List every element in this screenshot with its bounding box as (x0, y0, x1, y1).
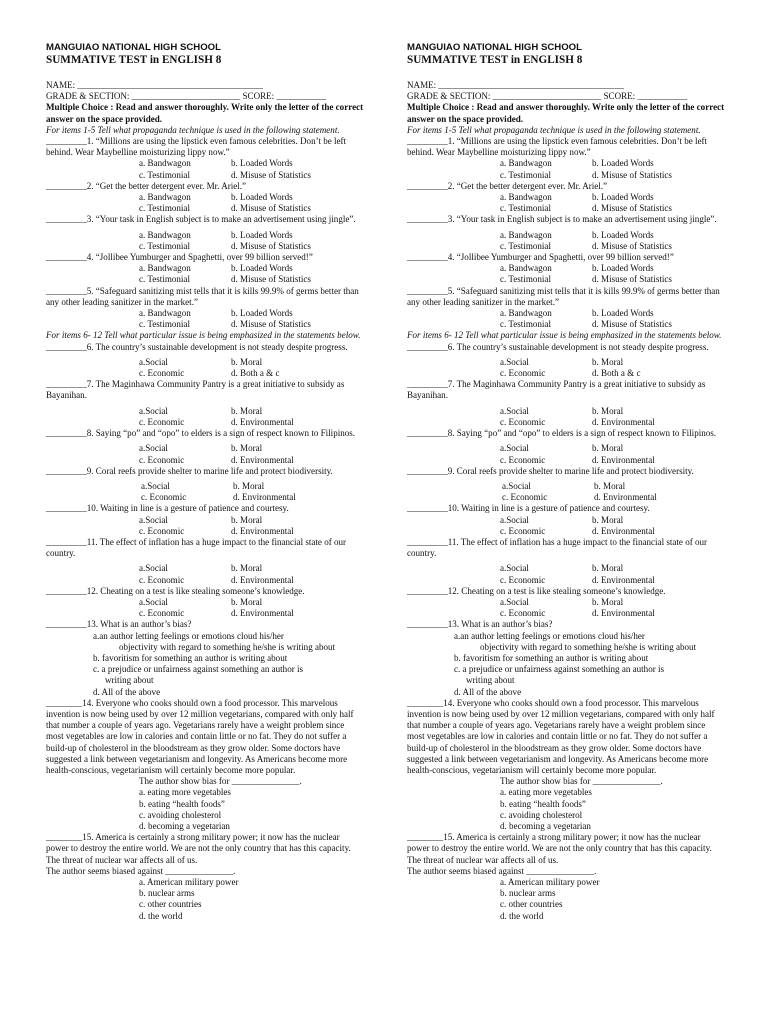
option-a: a. Bandwagon (500, 158, 552, 169)
option-d: d. Environmental (592, 525, 655, 536)
question-2: _________2. “Get the better detergent ever. Mr. Ariel.” (46, 180, 247, 191)
question-5: _________5. “Safeguard sanitizing mist tells that it is kills 99.9% of germs better than any other leading sanitizer in the market.” (407, 285, 720, 307)
option-d: d. Environmental (592, 608, 655, 619)
option-b: b. Moral (231, 563, 263, 574)
option-d: d. Environmental (592, 454, 655, 465)
option-c: c. Economic (500, 416, 546, 427)
q14-option-a: a. eating more vegetables (139, 787, 231, 798)
options (407, 263, 725, 285)
option-c: c. Economic (500, 608, 546, 619)
option-a: a. Bandwagon (500, 263, 552, 274)
question-7: _________7. The Maginhawa Community Pantry is a great initiative to subsidy as Bayanihan. (407, 379, 706, 401)
question-5: _________5. “Safeguard sanitizing mist tells that it is kills 99.9% of germs better than any other leading sanitizer in the market.” (46, 285, 359, 307)
option-b: b. Loaded Words (592, 308, 654, 319)
q13-option-a: a.an author letting feelings or emotions cloud his/her (93, 630, 284, 641)
test-title: SUMMATIVE TEST in ENGLISH 8 (46, 54, 222, 66)
option-d: d. Misuse of Statistics (592, 240, 672, 251)
question-13: _________13. What is an author’s bias? (46, 619, 192, 630)
q15-stem: The author seems biased against _______________. (407, 865, 597, 876)
option-b: b. Loaded Words (592, 158, 654, 169)
option-b: b. Moral (231, 443, 263, 454)
options (46, 406, 364, 428)
option-b: b. Moral (231, 514, 263, 525)
question-2: _________2. “Get the better detergent ever. Mr. Ariel.” (407, 180, 608, 191)
option-a: a.Social (502, 480, 531, 491)
options (46, 308, 364, 330)
options (407, 192, 725, 214)
name-line: NAME: _________________________________________ (46, 80, 263, 90)
options (407, 158, 725, 180)
option-a: a.Social (500, 443, 529, 454)
question-6: _________6. The country’s sustainable development is not steady despite progress. (407, 341, 709, 352)
name-line: NAME: _________________________________________ (407, 80, 624, 90)
options (46, 563, 364, 585)
question-11: _________11. The effect of inflation has a huge impact to the financial state of our country. (46, 536, 347, 559)
options (407, 308, 725, 330)
instruction: Multiple Choice : Read and answer thoroughly. Write only the letter of the correct answer on the space provided. (46, 102, 364, 124)
option-a: a. Bandwagon (139, 158, 191, 169)
q14-option-a: a. eating more vegetables (500, 787, 592, 798)
option-b: b. Loaded Words (231, 263, 293, 274)
test-column-right (407, 40, 725, 922)
option-a: a. Bandwagon (500, 308, 552, 319)
option-c: c. Economic (139, 416, 185, 427)
q15-option-a: a. American military power (500, 877, 600, 888)
option-d: d. Environmental (233, 492, 296, 503)
option-a: a.Social (139, 443, 168, 454)
option-b: b. Loaded Words (592, 229, 654, 240)
option-d: d. Misuse of Statistics (231, 240, 311, 251)
option-c: c. Economic (141, 492, 187, 503)
option-b: b. Loaded Words (231, 308, 293, 319)
option-c: c. Testimonial (139, 169, 190, 180)
q15-stem: The author seems biased against _______________. (46, 865, 236, 876)
q14-option-b: b. eating “health foods” (139, 798, 225, 809)
option-b: b. Loaded Words (231, 229, 293, 240)
option-c: c. Testimonial (139, 319, 190, 330)
option-a: a.Social (500, 514, 529, 525)
q13-option-c: c. a prejudice or unfairness against something an author is (93, 664, 304, 675)
option-b: b. Loaded Words (592, 263, 654, 274)
section-2-heading: For items 6- 12 Tell what particular issue is being emphasized in the statements below. (407, 330, 722, 341)
q15-option-c: c. other countries (139, 899, 202, 910)
question-12: _________12. Cheating on a test is like stealing someone’s knowledge. (46, 585, 305, 596)
q13-option-a: a.an author letting feelings or emotions cloud his/her (454, 630, 645, 641)
q13-option-a-cont: objectivity with regard to something he/she is writing about (480, 641, 697, 652)
option-c: c. Testimonial (500, 240, 551, 251)
question-4: _________4. “Jollibee Yumburger and Spaghetti, over 99 billion served!” (407, 252, 674, 263)
q14-option-c: c. avoiding cholesterol (139, 809, 222, 820)
q15-option-b: b. nuclear arms (139, 888, 195, 899)
option-b: b. Moral (231, 596, 263, 607)
option-b: b. Loaded Words (231, 192, 293, 203)
question-11: _________11. The effect of inflation has a huge impact to the financial state of our country. (407, 536, 708, 559)
school-name: MANGUIAO NATIONAL HIGH SCHOOL (46, 42, 221, 53)
q13-option-b: b. favoritism for something an author is writing about (454, 652, 649, 663)
question-12: _________12. Cheating on a test is like stealing someone’s knowledge. (407, 585, 666, 596)
option-d: d. Misuse of Statistics (231, 169, 311, 180)
option-d: d. Both a & c (231, 368, 280, 379)
question-14: ________14. Everyone who cooks should own a food processor. This marvelous invention is now being used by over 12 million vegetarians, compared with only half that number a couple of years ago. Vegetarians rarely have a weight problem since most vegetables are low in calories and contain little or no fat. They do not suffer a build-up of cholesterol in the bloodstream as they grow older. Some doctors have suggested a link between vegetarianism and longevity. As Americans become more health-conscious, vegetarianism will certainly become more popular. (407, 697, 715, 775)
q15-option-d: d. the world (500, 910, 544, 921)
question-3: _________3. “Your task in English subject is to make an advertisement using jingle”. (46, 214, 356, 225)
q13-option-c: c. a prejudice or unfairness against something an author is (454, 664, 665, 675)
option-c: c. Testimonial (500, 203, 551, 214)
options (46, 158, 364, 180)
option-c: c. Economic (500, 525, 546, 536)
question-15: ________15. America is certainly a strong military power; it now has the nuclear power to destroy the entire world. We are not the only country that has this capacity. The threat of nuclear war affects all of us. (407, 832, 712, 865)
option-d: d. Misuse of Statistics (231, 274, 311, 285)
options (407, 481, 725, 503)
instruction: Multiple Choice : Read and answer thoroughly. Write only the letter of the correct answer on the space provided. (407, 102, 725, 124)
test-title: SUMMATIVE TEST in ENGLISH 8 (407, 54, 583, 66)
q13-option-b: b. favoritism for something an author is writing about (93, 652, 288, 663)
option-a: a. Bandwagon (139, 263, 191, 274)
options (407, 597, 725, 619)
option-c: c. Economic (139, 608, 185, 619)
test-column-left (46, 40, 364, 922)
question-3: _________3. “Your task in English subject is to make an advertisement using jingle”. (407, 214, 717, 225)
option-d: d. Both a & c (592, 368, 641, 379)
option-c: c. Testimonial (139, 240, 190, 251)
option-c: c. Testimonial (500, 319, 551, 330)
q15-option-c: c. other countries (500, 899, 563, 910)
options (407, 443, 725, 465)
q14-option-b: b. eating “health foods” (500, 798, 586, 809)
option-b: b. Moral (231, 356, 263, 367)
option-a: a.Social (139, 563, 168, 574)
q13-option-c-cont: writing about (105, 675, 154, 686)
options (407, 406, 725, 428)
option-b: b. Moral (592, 356, 624, 367)
options (46, 192, 364, 214)
option-b: b. Moral (592, 405, 624, 416)
grade-score-line: GRADE & SECTION: ________________________ SCORE: ___________ (407, 91, 688, 102)
options (46, 357, 364, 379)
options (407, 515, 725, 537)
option-c: c. Economic (500, 368, 546, 379)
q14-option-d: d. becoming a vegetarian (139, 821, 230, 831)
question-4: _________4. “Jollibee Yumburger and Spaghetti, over 99 billion served!” (46, 252, 313, 263)
option-b: b. Moral (592, 596, 624, 607)
options (46, 481, 364, 503)
option-a: a.Social (500, 563, 529, 574)
question-10: _________10. Waiting in line is a gesture of patience and courtesy. (46, 503, 289, 514)
option-b: b. Moral (233, 480, 265, 491)
option-a: a.Social (141, 480, 170, 491)
school-name: MANGUIAO NATIONAL HIGH SCHOOL (407, 42, 582, 53)
q14-option-c: c. avoiding cholesterol (500, 809, 583, 820)
question-9: _________9. Coral reefs provide shelter to marine life and protect biodiversity. (46, 465, 333, 476)
question-1: _________1. “Millions are using the lipstick even famous celebrities. Don’t be left behind. Wear Maybelline moisturizing lippy now.” (407, 136, 708, 158)
option-a: a.Social (139, 405, 168, 416)
option-a: a.Social (139, 356, 168, 367)
q14-stem: The author show bias for _______________. (139, 776, 302, 787)
option-a: a. Bandwagon (139, 308, 191, 319)
options (46, 443, 364, 465)
question-6: _________6. The country’s sustainable development is not steady despite progress. (46, 341, 348, 352)
option-b: b. Moral (231, 405, 263, 416)
option-d: d. Environmental (592, 574, 655, 585)
q13-option-d: d. All of the above (454, 686, 522, 697)
option-b: b. Moral (592, 514, 624, 525)
option-c: c. Testimonial (500, 169, 551, 180)
option-c: c. Economic (139, 525, 185, 536)
option-c: c. Economic (139, 368, 185, 379)
option-b: b. Moral (594, 480, 626, 491)
section-1-heading: For items 1-5 Tell what propaganda technique is used in the following statement. (407, 124, 701, 135)
option-c: c. Economic (500, 454, 546, 465)
q13-option-c-cont: writing about (466, 675, 515, 686)
options (46, 597, 364, 619)
question-8: _________8. Saying “po” and “opo” to elders is a sign of respect known to Filipinos. (46, 428, 356, 439)
options (46, 263, 364, 285)
q13-option-d: d. All of the above (93, 686, 161, 697)
q15-option-a: a. American military power (139, 877, 239, 888)
option-d: d. Environmental (594, 492, 657, 503)
option-c: c. Economic (139, 454, 185, 465)
option-b: b. Moral (592, 563, 624, 574)
option-c: c. Economic (502, 492, 548, 503)
option-d: d. Misuse of Statistics (592, 169, 672, 180)
section-2-heading: For items 6- 12 Tell what particular issue is being emphasized in the statements below. (46, 330, 361, 341)
option-d: d. Environmental (231, 608, 294, 619)
q13-option-a-cont: objectivity with regard to something he/she is writing about (119, 641, 336, 652)
question-14: ________14. Everyone who cooks should own a food processor. This marvelous invention is now being used by over 12 million vegetarians, compared with only half that number a couple of years ago. Vegetarians rarely have a weight problem since most vegetables are low in calories and contain little or no fat. They do not suffer a build-up of cholesterol in the bloodstream as they grow older. Some doctors have suggested a link between vegetarianism and longevity. As Americans become more health-conscious, vegetarianism will certainly become more popular. (46, 697, 354, 775)
section-1-heading: For items 1-5 Tell what propaganda technique is used in the following statement. (46, 124, 340, 135)
question-15: ________15. America is certainly a strong military power; it now has the nuclear power to destroy the entire world. We are not the only country that has this capacity. The threat of nuclear war affects all of us. (46, 832, 351, 865)
option-d: d. Misuse of Statistics (231, 203, 311, 214)
option-d: d. Misuse of Statistics (592, 203, 672, 214)
option-a: a. Bandwagon (500, 229, 552, 240)
option-c: c. Testimonial (139, 274, 190, 285)
options (46, 515, 364, 537)
options (46, 230, 364, 252)
option-a: a.Social (139, 514, 168, 525)
option-d: d. Environmental (231, 454, 294, 465)
question-9: _________9. Coral reefs provide shelter to marine life and protect biodiversity. (407, 465, 694, 476)
option-d: d. Misuse of Statistics (592, 319, 672, 330)
q15-option-b: b. nuclear arms (500, 888, 556, 899)
option-a: a.Social (500, 405, 529, 416)
option-d: d. Environmental (231, 574, 294, 585)
option-d: d. Environmental (231, 525, 294, 536)
question-7: _________7. The Maginhawa Community Pantry is a great initiative to subsidy as Bayanihan. (46, 379, 345, 401)
q15-option-d: d. the world (139, 910, 183, 921)
options (407, 563, 725, 585)
option-a: a.Social (500, 356, 529, 367)
option-a: a. Bandwagon (500, 192, 552, 203)
q14-stem: The author show bias for _______________. (500, 776, 663, 787)
option-a: a.Social (500, 596, 529, 607)
grade-score-line: GRADE & SECTION: ________________________ SCORE: ___________ (46, 91, 327, 102)
q14-option-d: d. becoming a vegetarian (500, 821, 591, 831)
option-d: d. Environmental (592, 416, 655, 427)
option-b: b. Moral (592, 443, 624, 454)
option-b: b. Loaded Words (231, 158, 293, 169)
option-c: c. Economic (500, 574, 546, 585)
option-c: c. Testimonial (500, 274, 551, 285)
option-a: a. Bandwagon (139, 192, 191, 203)
option-d: d. Environmental (231, 416, 294, 427)
option-a: a.Social (139, 596, 168, 607)
question-1: _________1. “Millions are using the lipstick even famous celebrities. Don’t be left behind. Wear Maybelline moisturizing lippy now.” (46, 136, 347, 158)
option-c: c. Economic (139, 574, 185, 585)
question-13: _________13. What is an author’s bias? (407, 619, 553, 630)
option-d: d. Misuse of Statistics (592, 274, 672, 285)
option-d: d. Misuse of Statistics (231, 319, 311, 330)
question-10: _________10. Waiting in line is a gesture of patience and courtesy. (407, 503, 650, 514)
option-b: b. Loaded Words (592, 192, 654, 203)
options (407, 230, 725, 252)
options (407, 357, 725, 379)
option-a: a. Bandwagon (139, 229, 191, 240)
option-c: c. Testimonial (139, 203, 190, 214)
question-8: _________8. Saying “po” and “opo” to elders is a sign of respect known to Filipinos. (407, 428, 717, 439)
